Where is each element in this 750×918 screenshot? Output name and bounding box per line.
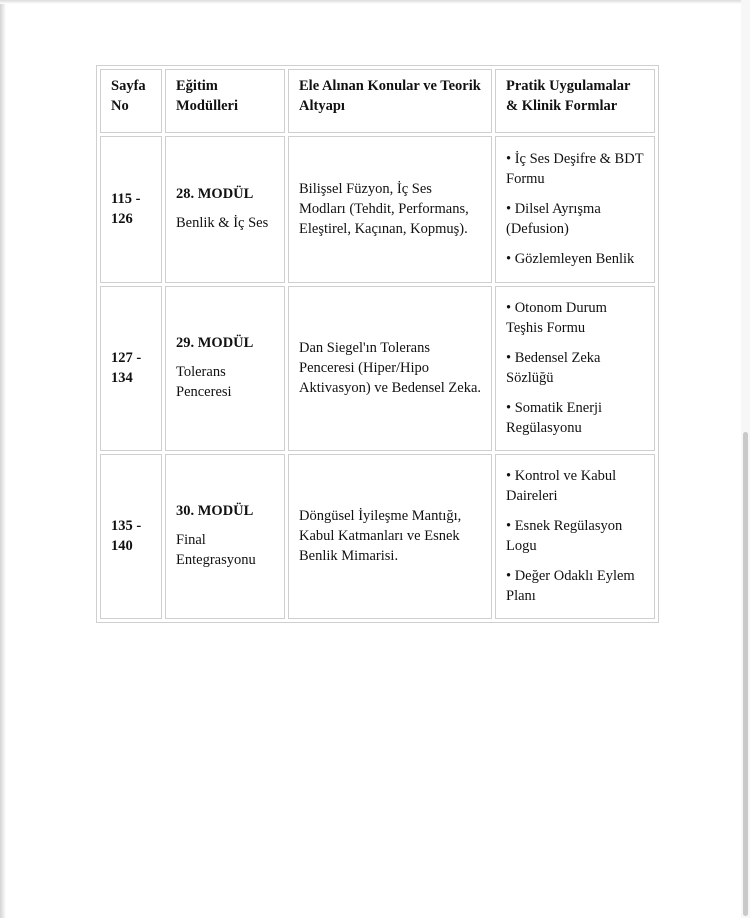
module-cell xyxy=(165,136,285,283)
header-topics: Ele Alınan Konular ve Teorik Altyapı xyxy=(288,69,492,133)
curriculum-table xyxy=(96,65,659,623)
table-row xyxy=(100,136,655,283)
topics-cell: Dan Siegel'ın Tolerans Penceresi (Hiper/Hipo Aktivasyon) ve Bedensel Zeka. xyxy=(288,286,492,451)
practice-item: • Kontrol ve Kabul Daireleri xyxy=(506,467,617,504)
header-page-no: Sayfa No xyxy=(100,69,162,133)
table-row xyxy=(100,286,655,451)
practice-item: • Değer Odaklı Eylem Planı xyxy=(506,567,635,604)
practice-item: • Gözlemleyen Benlik xyxy=(506,250,635,267)
page-left-edge xyxy=(0,0,6,918)
header-practices: Pratik Uygulamalar & Klinik Formlar xyxy=(495,69,655,133)
topics-cell: Döngüsel İyileşme Mantığı, Kabul Katmanları ve Esnek Benlik Mimarisi. xyxy=(288,454,492,619)
practices-cell xyxy=(495,286,655,451)
practice-item: • İç Ses Deşifre & BDT Formu xyxy=(506,150,644,187)
module-cell xyxy=(165,286,285,451)
page-top-edge xyxy=(0,0,750,4)
page-range: 135 - 140 xyxy=(100,454,162,619)
module-title: 28. MODÜL xyxy=(176,186,254,202)
practice-item: • Esnek Regülasyon Logu xyxy=(506,517,623,554)
module-subtitle: Benlik & İç Ses xyxy=(176,215,269,231)
table-header-row xyxy=(100,69,655,133)
page-range: 115 - 126 xyxy=(100,136,162,283)
practice-item: • Dilsel Ayrışma (Defusion) xyxy=(506,200,601,237)
module-subtitle: Final Entegrasyonu xyxy=(176,532,256,568)
table-row xyxy=(100,454,655,619)
topics-cell: Bilişsel Füzyon, İç Ses Modları (Tehdit, Performans, Eleştirel, Kaçınan, Kopmuş). xyxy=(288,136,492,283)
header-modules: Eğitim Modülleri xyxy=(165,69,285,133)
practice-item: • Otonom Durum Teşhis Formu xyxy=(506,299,607,336)
practices-cell xyxy=(495,136,655,283)
practices-cell xyxy=(495,454,655,619)
module-cell xyxy=(165,454,285,619)
module-title: 29. MODÜL xyxy=(176,335,254,351)
scrollbar-track[interactable] xyxy=(741,0,750,918)
practice-item: • Bedensel Zeka Sözlüğü xyxy=(506,349,601,386)
page-range: 127 - 134 xyxy=(100,286,162,451)
module-subtitle: Tolerans Penceresi xyxy=(176,364,232,400)
scrollbar-thumb[interactable] xyxy=(743,432,748,916)
module-title: 30. MODÜL xyxy=(176,503,254,519)
practice-item: • Somatik Enerji Regülasyonu xyxy=(506,399,603,436)
